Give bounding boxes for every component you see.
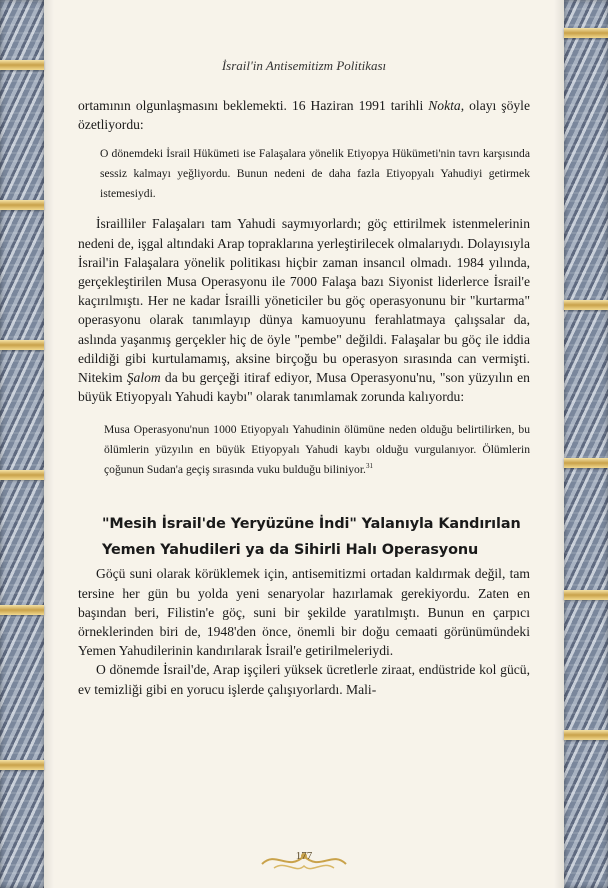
left-marble-column bbox=[0, 0, 44, 888]
heading-line: Yemen Yahudileri ya da Sihirli Halı Operasyonu bbox=[102, 542, 479, 559]
page-shadow-left bbox=[44, 0, 54, 888]
text-run: da bu gerçeği itiraf ediyor, Musa Operasyonu'nu, "son yüzyılın en büyük Etiyopyalı Yahudi kaybı" olarak tanımlamak zorunda kalıyordu: bbox=[78, 370, 530, 405]
paragraph: Göçü suni olarak körüklemek için, antisemitizmi ortadan kaldırmak değil, tam tersine her gün bu yolda yeni senaryolar hazırlamak gerekiyordu. Zaten en başından beri, Filistin'e göç, suni bir şekilde yaratılmıştı. Bunun en çarpıcı örneklerinden biri de, 1948'den önce, önemli bir doğu cemaati görünümündeki Yemen Yahudilerinin kandırılarak İsrail'e getirilmeleriydi. bbox=[78, 566, 530, 659]
gold-band bbox=[0, 470, 44, 480]
gold-band bbox=[564, 300, 608, 310]
gold-band bbox=[564, 590, 608, 600]
text-run: , olayı şöyle özetliyordu: bbox=[78, 98, 530, 133]
right-marble-column bbox=[564, 0, 608, 888]
paragraph: O dönemde İsrail'de, Arap işçileri yüksek ücretlerle ziraat, endüstride kol gücü, ev temizliği gibi en yorucu işlerde çalışıyorlardı. Mali- bbox=[78, 662, 530, 697]
gold-band bbox=[0, 760, 44, 770]
page-shadow-right bbox=[554, 0, 564, 888]
block-quote: O dönemdeki İsrail Hükümeti ise Falaşalara yönelik Etiyopya Hükümeti'nin tavrı karşısında sessiz kalmayı yeğliyordu. Bunun nedeni de daha fazla Etiyopyalı Yahudiyi getirmek istemesiydi. bbox=[100, 147, 530, 201]
gold-band bbox=[564, 28, 608, 38]
page-footer bbox=[0, 836, 608, 888]
text-run: ortamının olgunlaşmasını beklemekti. 16 Haziran 1991 tarihli bbox=[78, 98, 424, 113]
paragraph-continuation bbox=[78, 96, 530, 134]
section-heading bbox=[78, 512, 530, 562]
source-title: Nokta bbox=[428, 98, 461, 113]
text-run: Musa Operasyonu'nun 1000 Etiyopyalı Yahudinin ölümüne neden olduğu belirtilirken, bu ölümlerin yüzyılın en büyük Etiyopyalı Yahudi kaybı olduğu vurgulanıyor. Ölümlerin çoğunun Sudan'a geçiş sırasında vuku bulduğu biliniyor. bbox=[104, 423, 530, 477]
footnote-marker: 31 bbox=[365, 462, 373, 471]
gold-band bbox=[564, 730, 608, 740]
page-number: 177 bbox=[295, 850, 313, 862]
gold-band bbox=[0, 340, 44, 350]
paragraph bbox=[78, 214, 530, 406]
text-run: İsrailliler Falaşaları tam Yahudi saymıyorlardı; göç ettirilmek istenmelerinin nedeni de, işgal altındaki Arap topraklarına yerleştirilecek olmalarıydı. Dolayısıyla İsrail'in Falaşalara yönelik politikası hiçbir zaman insancıl olmadı. 1984 yılında, gerçekleştirilen Musa Operasyonu ile 7000 Falaşa bazı Siyonist liderlerce İsrail'e kaçırılmıştı. Her ne kadar İsrailli yöneticiler bu göç operasyonunu bir "kurtarma" operasyonu olarak tanımlayıp dünya kamuoyunu ferahlatmaya çalışsalar da, aslında yaşanmış gerçekler hiç de öyle "pembe" değildi. Falaşalar bu göç ile iddia edildiği gibi kurtulamamış, aksine birçoğu bu operasyon sırasında can vermişti. Nitekim bbox=[78, 216, 530, 386]
source-title: Şalom bbox=[126, 370, 161, 386]
gold-band bbox=[0, 605, 44, 615]
block-quote bbox=[104, 420, 530, 480]
gold-band bbox=[564, 458, 608, 468]
gold-band bbox=[0, 60, 44, 70]
heading-line: "Mesih İsrail'de Yeryüzüne İndi" Yalanıyla Kandırılan bbox=[102, 516, 521, 533]
page-body bbox=[78, 96, 530, 699]
running-header: İsrail'in Antisemitizm Politikası bbox=[221, 58, 387, 73]
gold-band bbox=[0, 200, 44, 210]
